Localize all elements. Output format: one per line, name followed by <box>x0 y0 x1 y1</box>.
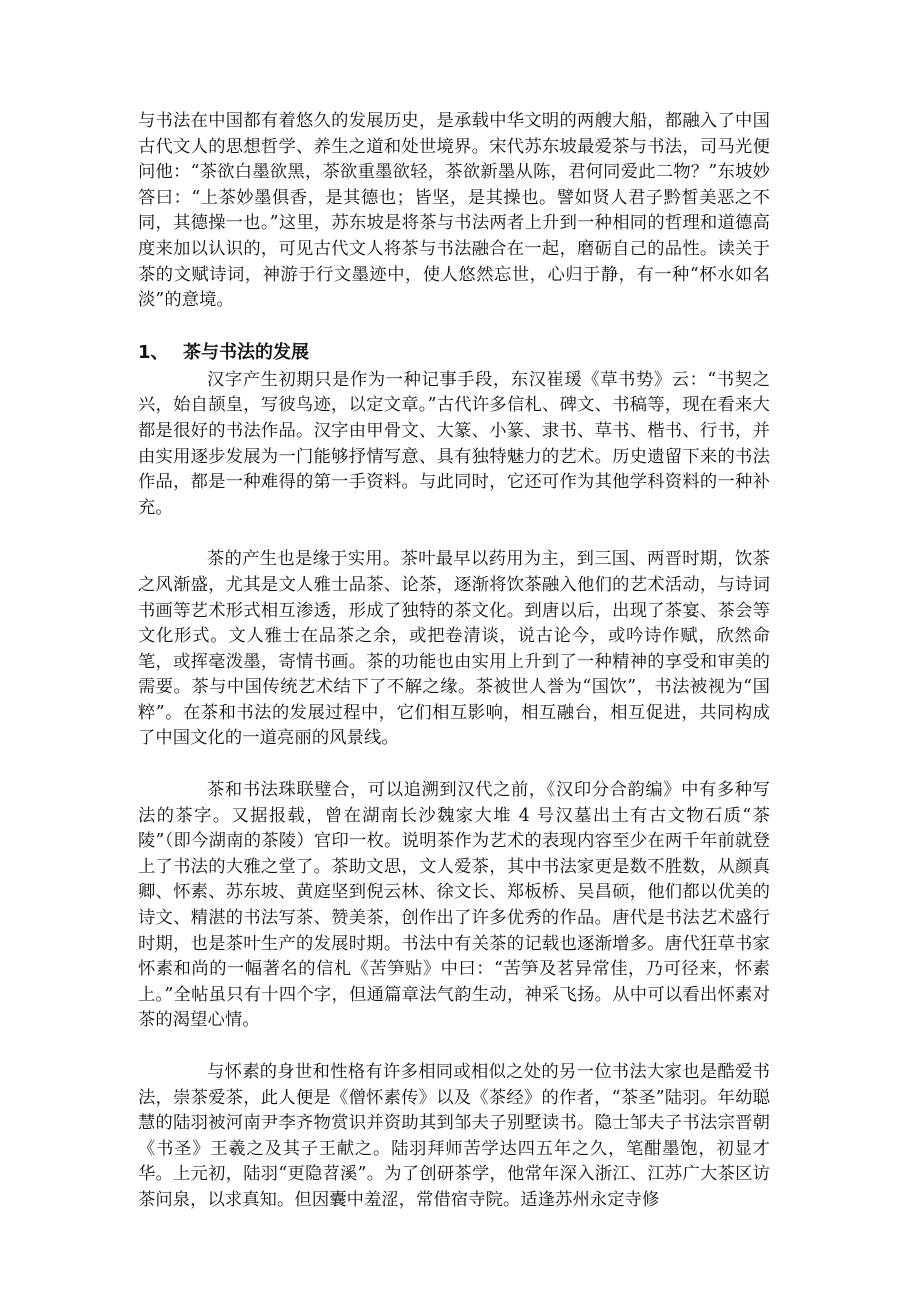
paragraph-4: 与怀素的身世和性格有许多相同或相似之处的另一位书法大家也是酷爱书法，崇茶爱茶，此人便是《僧怀素传》以及《茶经》的作者，“茶圣”陆羽。年幼聪慧的陆羽被河南尹李齐物赏识并资助其到邹夫子别墅读书。隐士邹夫子书法宗晋朝《书圣》王羲之及其子王献之。陆羽拜师苦学达四五年之久，笔酣墨饱，初显才华。上元初，陆羽“更隐苕溪”。为了创研茶学，他常年深入浙江、江苏广大茶区访茶问泉，以求真知。但因囊中羞涩，常借宿寺院。适逢苏州永定寺修 <box>138 1062 770 1210</box>
paragraph-2: 茶的产生也是缘于实用。茶叶最早以药用为主，到三国、两晋时期，饮茶之风渐盛，尤其是文人雅士品茶、论茶，逐渐将饮茶融入他们的艺术活动，与诗词书画等艺术形式相互渗透，形成了独特的茶文化。到唐以后，出现了茶宴、茶会等文化形式。文人雅士在品茶之余，或把卷清谈，说古论今，或吟诗作赋，欣然命笔，或挥毫泼墨，寄情书画。茶的功能也由实用上升到了一种精神的享受和审美的需要。茶与中国传统艺术结下了不解之缘。茶被世人誉为“国饮”，书法被视为“国粹”。在茶和书法的发展过程中，它们相互影响，相互融台，相互促进，共同构成了中国文化的一道亮丽的风景线。 <box>138 549 770 749</box>
section-title: 茶与书法的发展 <box>183 341 309 363</box>
spacer <box>138 1034 770 1060</box>
section-heading <box>138 338 770 368</box>
spacer <box>138 521 770 547</box>
paragraph-1: 汉字产生初期只是作为一种记事手段，东汉崔瑗《草书势》云：“书契之兴，始自颉皇，写彼鸟迹，以定文章。”古代许多信札、碑文、书稿等，现在看来大都是很好的书法作品。汉字由甲骨文、大篆、小篆、隶书、草书、楷书、行书，并由实用逐步发展为一门能够抒情写意、具有独特魅力的艺术。历史遗留下来的书法作品，都是一种难得的第一手资料。与此同时，它还可作为其他学科资料的一种补充。 <box>138 369 770 518</box>
intro-paragraph: 与书法在中国都有着悠久的发展历史，是承载中华文明的两艘大船，都融入了中国古代文人的思想哲学、养生之道和处世境界。宋代苏东坡最爱茶与书法，司马光便问他：“茶欲白墨欲黑，茶欲重墨欲轻，茶欲新墨从陈，君何同爱此二物？”东坡妙答曰：“上茶妙墨俱香，是其德也；皆坚，是其操也。譬如贤人君子黔皙美恶之不同，其德操一也。”这里，苏东坡是将茶与书法两者上升到一种相同的哲理和道德高度来加以认识的，可见古代文人将茶与书法融合在一起，磨砺自己的品性。读关于茶的文赋诗词，神游于行文墨迹中，使人悠然忘世，心归于静，有一种“杯水如名淡”的意境。 <box>138 111 770 311</box>
spacer <box>138 752 770 778</box>
section-number: 1、 <box>138 341 169 363</box>
paragraph-3: 茶和书法珠联璧合，可以追溯到汉代之前，《汉印分合韵编》中有多种写法的茶字。又据报载，曾在湖南长沙魏家大堆 4 号汉墓出土有古文物石质“茶陵”（即今湖南的茶陵）官印一枚。说明茶作为艺术的表现内容至少在两千年前就登上了书法的大雅之堂了。茶助文思，文人爱茶，其中书法家更是数不胜数，从颜真卿、怀素、苏东坡、黄庭坚到倪云林、徐文长、郑板桥、吴昌硕，他们都以优美的诗文、精湛的书法写茶、赞美茶，创作出了许多优秀的作品。唐代是书法艺术盛行时期，也是茶叶生产的发展时期。书法中有关茶的记载也逐渐增多。唐代狂草书家怀素和尚的一幅著名的信札《苦笋贴》中曰：“苦笋及茗异常佳，乃可径来，怀素上。”全帖虽只有十四个字，但通篇章法气韵生动，神采飞扬。从中可以看出怀素对茶的渴望心情。 <box>138 780 770 1031</box>
spacer <box>138 314 770 338</box>
